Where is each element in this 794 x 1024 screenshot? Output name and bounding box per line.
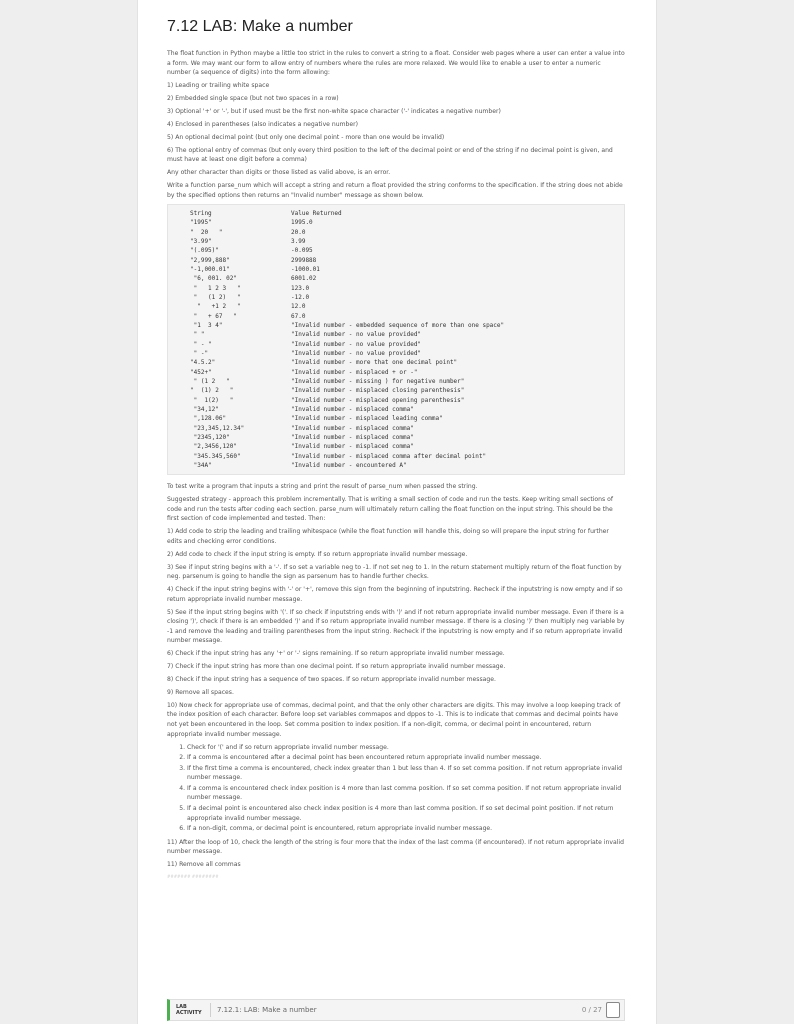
example-string: " (1 2) " [190,294,241,302]
example-string: "23,345,12.34" [190,424,245,432]
strategy-paragraph: 6) Check if the input string has any '+' or '-' signs remaining. If so return appropriate invalid number message. [167,650,505,658]
table-row [168,386,624,395]
faint-note: ####### ######## [167,873,219,879]
example-string: " 1(2) " [190,396,234,404]
list-item: 2. If a comma is encountered after a decimal point has been encountered return appropriate invalid number message. [187,753,625,763]
table-row [168,256,624,265]
strategy-paragraph: 2) Add code to check if the input string is empty. If so return appropriate invalid number message. [167,550,468,558]
example-value: -0.095 [291,247,313,255]
strategy-paragraph: 1) Add code to strip the leading and trailing whitespace (while the float function will handle this, doing so will prepare the input string for further edits and checking error conditions. [167,528,609,545]
example-string: "1995" [190,219,212,227]
table-row [168,284,624,293]
completion-checkbox-icon [606,1002,620,1018]
example-string: "452+" [190,368,212,376]
intro-section [167,49,625,200]
intro-paragraph: 4) Enclosed in parentheses (also indicates a negative number) [167,120,359,128]
table-header [168,209,624,218]
table-row [168,368,624,377]
example-string: "2,3456,120" [190,443,237,451]
header-string: String [190,210,212,218]
lab-score: 0 / 27 [581,1006,602,1014]
example-value: "Invalid number - no value provided" [291,340,422,348]
table-row [168,246,624,255]
example-value: "Invalid number - misplaced closing parenthesis" [291,387,465,395]
table-row [168,442,624,451]
table-row [168,274,624,283]
strategy-paragraph: 3) See if input string begins with a '-'. If so set a variable neg to -1. If not set neg to 1. In the return statement multiply return of the float function by neg. parsenum is going to handle the sign as parsenum has to handle further checks. [167,563,622,581]
intro-paragraph: Any other character than digits or those listed as valid above, is an error. [167,169,391,177]
strategy-paragraph: 5) See if the input string begins with '('. If so check if inputstring ends with ')' and if not return appropriate invalid number message. Even if there is a closing ')', check if there is an embedded ')' and if so return appropriate invalid number message. If there is a closing ')' then multiply neg variable by -1 and remove the leading and trailing parentheses from the input string. Recheck if the inputstring is now empty and if so return appropriate invalid number message. [167,608,625,645]
page-title: 7.12 LAB: Make a number [167,18,353,35]
list-item: 1. Check for '(' and if so return appropriate invalid number message. [187,743,625,753]
example-string: " - " [190,340,212,348]
example-value: -12.0 [291,294,310,302]
strategy-paragraph: 10) Now check for appropriate use of commas, decimal point, and that the only other characters are digits. This may involve a loop keeping track of the index position of each character. Before loop set variables commapos and dppos to -1. This is to indicate that commas and decimal points have not yet been encountered in the loop. Set comma position to index position. If a non-digit, comma, or decimal point in encountered, return appropriate invalid number message. [167,701,621,738]
table-row [168,405,624,414]
example-string: ",128.06" [190,415,227,423]
example-value: 3.99 [291,238,306,246]
table-row [168,265,624,274]
example-value: "Invalid number - misplaced leading comma" [291,415,443,423]
example-string: " " [190,331,205,339]
lab-activity-bar[interactable] [167,999,625,1021]
example-value: 6001.02 [291,275,317,283]
example-string: "3.99" [190,238,212,246]
example-string: " (1 2 " [190,378,230,385]
intro-paragraph: 5) An optional decimal point (but only one decimal point - more than one would be invalid) [167,133,445,141]
example-string: "34,12" [190,405,219,413]
example-value: "Invalid number - misplaced comma" [291,433,414,441]
example-value: "Invalid number - more that one decimal point" [291,359,458,367]
example-value: "Invalid number - encountered A" [291,461,407,469]
lab-badge: LAB ACTIVITY [176,1004,202,1016]
final-steps [167,838,625,870]
table-row [168,330,624,339]
table-row [168,228,624,237]
intro-paragraph: Write a function parse_num which will accept a string and return a float provided the string conforms to the specification. If the string does not abide by the specified options then returns an "Invalid number" message as shown below. [167,181,623,199]
strategy-paragraph: 8) Check if the input string has a sequence of two spaces. If so return appropriate invalid number message. [167,676,496,684]
example-string: "6, 001. 02" [190,275,237,283]
example-value: 1995.0 [291,219,313,227]
table-row [168,293,624,302]
intro-paragraph: The float function in Python maybe a little too strict in the rules to convert a string to a float. Consider web pages where a user can enter a value into a form. We may want our form to allow entry of numbers where the rules are more relaxed. We would like to enable a user to enter a numeric number (a sequence of digits) into the form allowing: [167,50,625,77]
header-value: Value Returned [291,210,342,218]
table-row [168,349,624,358]
example-string: "4.5.2" [190,359,216,367]
table-row [168,340,624,349]
table-row [168,452,624,461]
loop-checks-list [167,743,625,834]
table-row [168,396,624,405]
example-value: 2999888 [291,256,317,264]
lab-title: 7.12.1: LAB: Make a number [217,1006,317,1014]
example-value: 12.0 [291,303,306,311]
example-value: "Invalid number - misplaced comma" [291,443,414,451]
example-value: "Invalid number - misplaced comma after decimal point" [291,452,487,460]
table-row [168,358,624,367]
example-value: "Invalid number - missing ) for negative number" [291,378,465,385]
content-page [137,0,657,1024]
example-value: "Invalid number - embedded sequence of more than one space" [291,322,505,330]
final-paragraph: 11) Remove all commas [167,861,241,869]
list-item: 6. If a non-digit, comma, or decimal point is encountered, return appropriate invalid number message. [187,824,625,834]
example-string: " 1 2 3 " [190,284,241,292]
list-item: 5. If a decimal point is encountered also check index position is 4 more than last comma position. If so set decimal point position. If not return appropriate invalid number message. [187,804,625,823]
table-row [168,377,624,386]
example-string: " +1 2 " [190,303,241,311]
table-row [168,321,624,330]
example-value: "Invalid number - misplaced opening parenthesis" [291,396,465,404]
example-string: " + 67 " [190,312,237,320]
intro-paragraph: 3) Optional '+' or '-', but if used must be the first non-white space character ('-' indicates a negative number) [167,107,501,115]
separator [210,1003,211,1017]
example-value: "Invalid number - no value provided" [291,350,422,358]
example-value: "Invalid number - misplaced + or -" [291,368,418,376]
list-item: 3. If the first time a comma is encountered, check index greater than 1 but less than 4. If so set comma position. If not return appropriate invalid number message. [187,764,625,783]
strategy-section [167,482,625,739]
strategy-paragraph: 9) Remove all spaces. [167,688,234,696]
table-row [168,302,624,311]
table-row [168,433,624,442]
example-string: "-1,000.01" [190,266,230,274]
table-row [168,312,624,321]
example-string: "345.345,560" [190,452,241,460]
example-value: -1000.01 [291,266,320,274]
list-item: 4. If a comma is encountered check index position is 4 more than last comma position. If so set comma position. If not return appropriate invalid number message. [187,784,625,803]
intro-paragraph: 6) The optional entry of commas (but only every third position to the left of the decimal point or end of the string if no decimal point is given, and must have at least one digit before a comma) [167,146,613,164]
strategy-paragraph: 4) Check if the input string begins with '-' or '+', remove this sign from the beginning of inputstring. Recheck if the inputstring is now empty and if so return appropriate invalid number message. [167,586,623,603]
example-string: "2,999,888" [190,256,230,264]
strategy-paragraph: To test write a program that inputs a string and print the result of parse_num when passed the string. [167,483,478,491]
table-row [168,237,624,246]
table-row [168,414,624,423]
lab-content [167,17,625,879]
example-string: "2345,120" [190,433,230,441]
table-row [168,424,624,433]
example-value: 67.0 [291,312,306,320]
strategy-paragraph: Suggested strategy - approach this problem incrementally. That is writing a small section of code and run the tests. Keep writing small sections of code and run the tests after coding each section. parse_num will ultimately return calling the float function on the input string. This should be the first section of code implemented and tested. Then: [167,496,614,523]
strategy-paragraph: 7) Check if the input string has more than one decimal point. If so return appropriate invalid number message. [167,663,506,671]
example-table [167,204,625,475]
example-string: " -" [190,350,209,358]
example-string: "1 3 4" [190,322,223,330]
example-value: "Invalid number - misplaced comma" [291,424,414,432]
table-row [168,218,624,227]
table-row [168,461,624,470]
example-value: 20.0 [291,228,306,236]
example-string: "34A" [190,461,212,469]
example-value: "Invalid number - misplaced comma" [291,405,414,413]
intro-paragraph: 1) Leading or trailing white space [167,82,270,90]
example-string: "(.095)" [190,247,219,255]
example-value: "Invalid number - no value provided" [291,331,422,339]
intro-paragraph: 2) Embedded single space (but not two spaces in a row) [167,94,339,102]
example-string: " (1) 2 " [190,387,234,395]
final-paragraph: 11) After the loop of 10, check the length of the string is four more that the index of the last comma (if encountered). If not return appropriate invalid number message. [167,838,624,856]
example-string: " 20 " [190,228,223,236]
example-value: 123.0 [291,284,310,292]
